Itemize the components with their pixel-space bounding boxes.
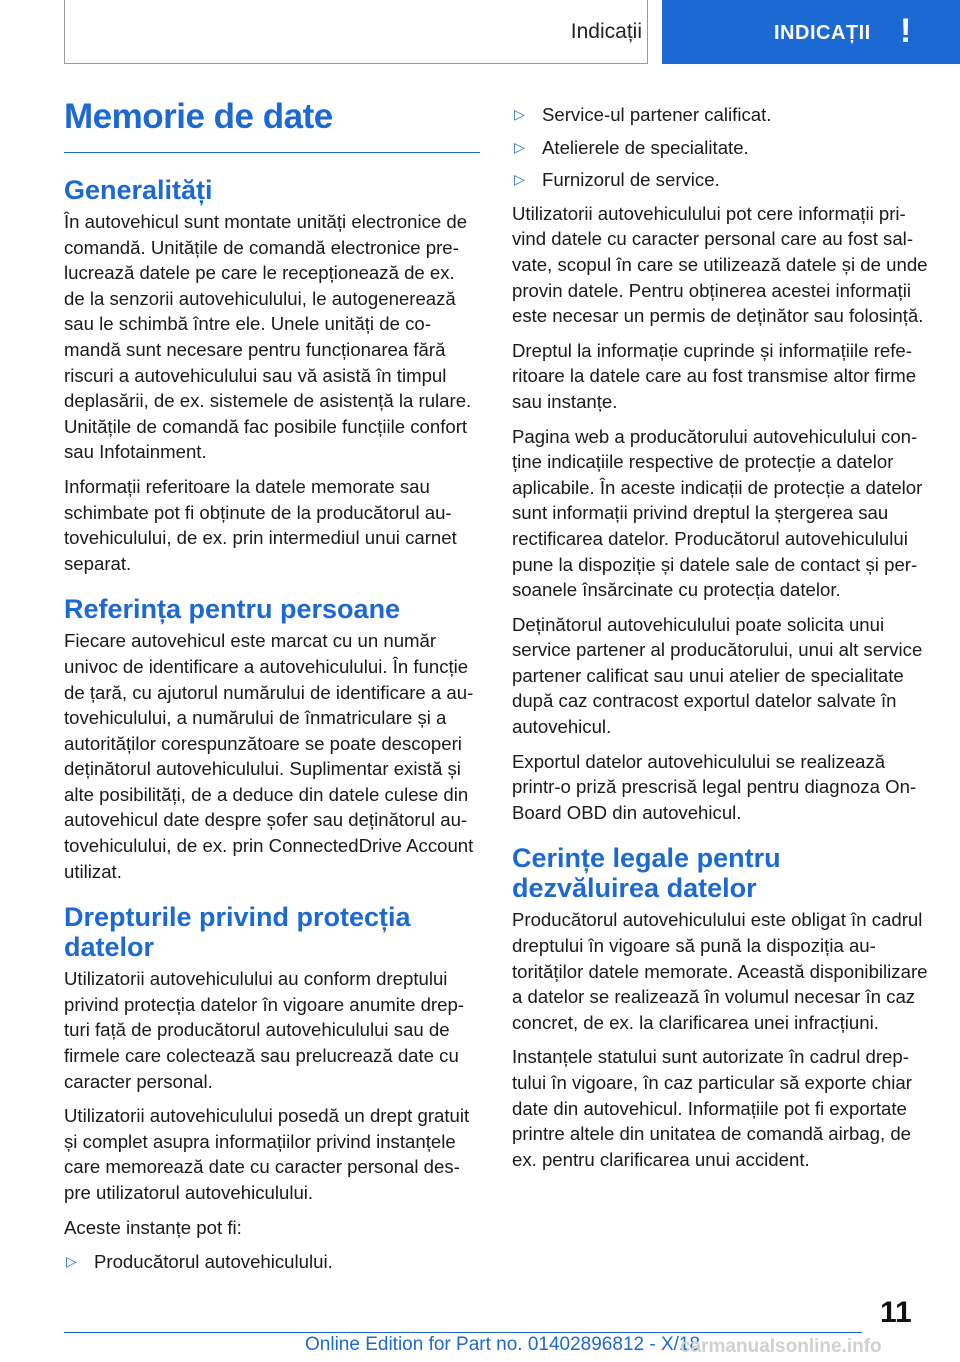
exclamation-icon: ! — [900, 12, 912, 50]
watermark: carmanualsonline.info — [680, 1336, 882, 1357]
list-item: ▷ Producătorul autovehiculului. — [64, 1249, 480, 1275]
paragraph: Producătorul autovehiculului este obligat în cadrul dreptului în vigoare să pună la dispoziția autorităților datele memorate. Această disponibilizare a datelor se realizează în volumul necesar în caz concret, de ex. la clarificarea unei infracțiuni. — [512, 909, 928, 1033]
paragraph: În autovehicul sunt montate unități electronice de comandă. Unitățile de comandă electronice prelucrează datele pe care le recepționează de ex. de la senzorii autovehiculului, le autogenerează sau le schimbă între ele. Unele unități de comandă sunt necesare pentru funcționarea fără riscuri a autovehiculului sau vă asistă în timpul deplasării, de ex. sistemele de asistență la rulare. Unitățile de comandă fac posibile funcțiile confort sau Infotainment. — [64, 211, 472, 463]
paragraph: Deținătorul autovehiculului poate solicita unui service partener al producătorului, unui alt service partener calificat sau unui atelier de specialitate după caz contracost exportul datelor salvate în autovehicul. — [512, 613, 923, 738]
page-title: Memorie de date — [64, 96, 480, 153]
paragraph: Aceste instanțe pot fi: — [64, 1216, 242, 1238]
paragraph: Utilizatorii autovehiculului posedă un drept gratuit și complet asupra informațiilor privind instanțele care memorează date cu caracter personal despre utilizatorul autovehiculului. — [64, 1105, 470, 1203]
right-column — [512, 102, 928, 1181]
header-chapter-tab — [662, 0, 960, 64]
paragraph: Utilizatorii autovehiculului pot cere informații privind datele cu caracter personal care au fost salvate, scopul în care se utilizează datele și de unde provin datele. Pentru obținerea acestei informații este necesar un permis de deținător sau folosință. — [512, 202, 928, 327]
paragraph: Instanțele statului sunt autorizate în cadrul dreptului în vigoare, în caz particular să exporte chiar date din autovehicul. Informațiile pot fi exportate printre altele din unitatea de comandă airbag, de ex. pentru clarificarea unui accident. — [512, 1046, 912, 1170]
paragraph: Utilizatorii autovehiculului au conform dreptului privind protecția datelor în vigoare anumite drepturi față de producătorul autovehiculului sau de firmele care colectează sau prelucrează date cu caracter personal. — [64, 968, 464, 1092]
triangle-right-icon: ▷ — [514, 171, 525, 188]
left-column — [64, 96, 480, 1283]
bullet-list — [512, 102, 928, 193]
triangle-right-icon: ▷ — [514, 138, 525, 155]
triangle-right-icon: ▷ — [66, 1253, 77, 1270]
list-item: ▷ Furnizorul de service. — [512, 167, 928, 193]
paragraph: Pagina web a producătorului autovehiculului conține indicațiile respective de protecție a datelor aplicabile. În aceste indicații de protecție a datelor sunt informații privind dreptul la ștergerea sau rectificarea datelor. Producătorul autovehiculului pune la dispoziție și datele sale de contact și persoanele însărcinate cu protecția datelor. — [512, 425, 923, 601]
paragraph: Fiecare autovehicul este marcat cu un număr univoc de identificare a autovehiculului. În funcție de țară, cu ajutorul numărului de identificare a autovehiculului, a numărului de înmatriculare și a autorităților corespunzătoare se poate descoperi deținătorul autovehiculului. Suplimentar există și alte posibilități, de a deduce din datele culese din autovehicul date despre șofer sau deținătorul autovehiculului, de ex. prin ConnectedDrive Account utilizat. — [64, 630, 474, 882]
paragraph: Informații referitoare la datele memorate sau schimbate pot fi obținute de la producătorul autovehiculului, de ex. prin intermediul unui carnet separat. — [64, 475, 457, 574]
list-item: ▷ Atelierele de specialitate. — [512, 135, 928, 161]
footer-divider — [64, 1332, 862, 1333]
list-item: ▷ Service-ul partener calificat. — [512, 102, 928, 128]
heading-cerinte: Cerințe legale pentru dezvăluirea datelor — [512, 843, 781, 904]
header-section-title: Indicații — [570, 20, 642, 43]
footer-edition: Online Edition for Part no. 01402896812 - X/18 — [305, 1334, 701, 1355]
chapter-title: INDICAȚII — [774, 22, 871, 44]
heading-generalitati: Generalități — [64, 175, 213, 205]
bullet-list — [64, 1249, 480, 1275]
triangle-right-icon: ▷ — [514, 106, 525, 122]
page-number: 11 — [880, 1296, 912, 1329]
paragraph: Exportul datelor autovehiculului se realizează printr-o priză prescrisă legal pentru diagnoza On-Board OBD din autovehicul. — [512, 750, 917, 823]
heading-referinta: Referința pentru persoane — [64, 594, 401, 625]
paragraph: Dreptul la informație cuprinde și informațiile referitoare la datele care au fost transmise altor firme sau instanțe. — [512, 339, 917, 412]
heading-drepturi: Drepturile privind protecția datelor — [64, 902, 411, 963]
